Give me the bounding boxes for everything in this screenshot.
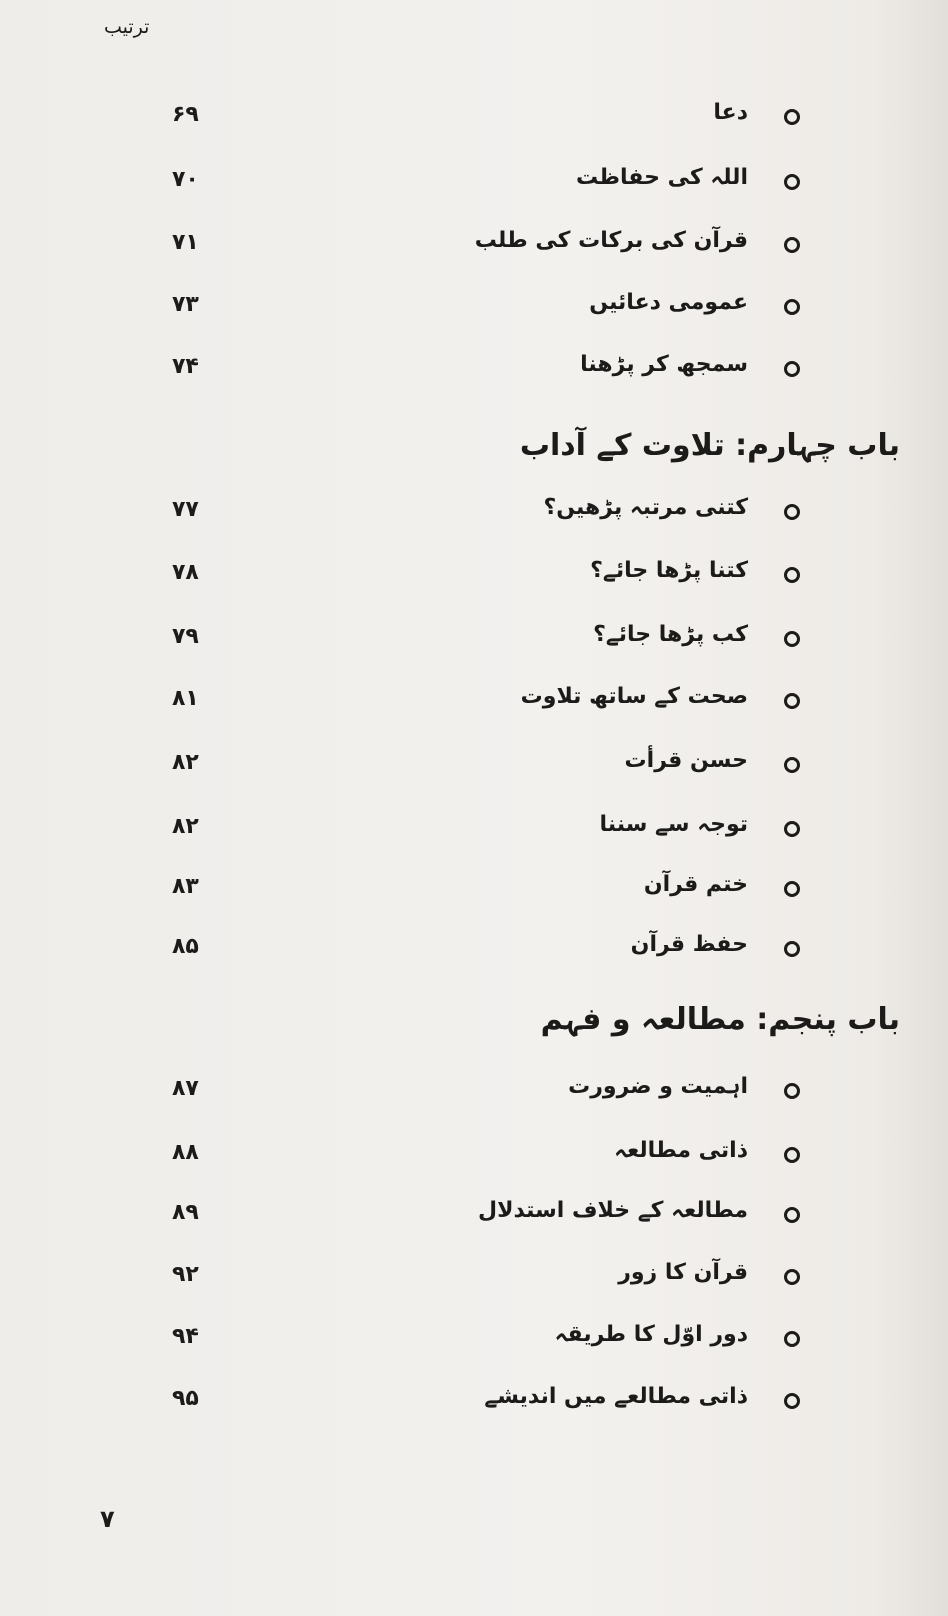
- toc-entry-title: کتنی مرتبہ پڑھیں؟: [543, 495, 748, 520]
- toc-entry-title: حسن قرأت: [624, 748, 748, 773]
- toc-entry-title: سمجھ کر پڑھنا: [580, 352, 748, 377]
- bullet-circle-icon: [784, 237, 800, 253]
- toc-entry: [0, 558, 948, 598]
- bullet-circle-icon: [784, 693, 800, 709]
- toc-entry-title: حفظ قرآن: [630, 932, 748, 957]
- bullet-circle-icon: [784, 631, 800, 647]
- toc-entry-page: ۹۵: [172, 1386, 199, 1411]
- toc-entry-page: ۷۱: [172, 230, 199, 255]
- toc-entry: [0, 622, 948, 662]
- bullet-circle-icon: [784, 299, 800, 315]
- toc-entry-page: ۸۹: [172, 1200, 199, 1225]
- bullet-circle-icon: [784, 1083, 800, 1099]
- toc-entry: [0, 290, 948, 330]
- toc-entry: [0, 684, 948, 724]
- toc-entry-page: ۷۹: [172, 624, 199, 649]
- toc-entry: [0, 165, 948, 205]
- toc-entry-title: توجہ سے سننا: [599, 812, 748, 837]
- toc-entry-title: صحت کے ساتھ تلاوت: [520, 684, 748, 709]
- toc-entry-page: ۷۸: [172, 560, 199, 585]
- bullet-circle-icon: [784, 567, 800, 583]
- toc-entry-page: ۸۲: [172, 750, 199, 775]
- bullet-circle-icon: [784, 174, 800, 190]
- toc-entry: [0, 1260, 948, 1300]
- bullet-circle-icon: [784, 1269, 800, 1285]
- toc-entry-page: ۷۴: [172, 354, 199, 379]
- toc-entry-title: قرآن کا زور: [618, 1260, 748, 1285]
- toc-entry: [0, 1198, 948, 1238]
- toc-entry-page: ۷۷: [172, 497, 199, 522]
- toc-entry-title: عمومی دعائیں: [589, 290, 748, 315]
- chapter-heading: باب پنجم: مطالعہ و فہم: [540, 1002, 900, 1037]
- toc-entry-page: ۷۳: [172, 292, 199, 317]
- bullet-circle-icon: [784, 757, 800, 773]
- bullet-circle-icon: [784, 881, 800, 897]
- toc-entry-title: کتنا پڑھا جائے؟: [590, 558, 748, 583]
- toc-entry: [0, 932, 948, 972]
- toc-entry: [0, 1384, 948, 1424]
- toc-entry-title: قرآن کی برکات کی طلب: [474, 228, 748, 253]
- bullet-circle-icon: [784, 1207, 800, 1223]
- toc-entry-page: ۸۲: [172, 814, 199, 839]
- toc-entry: [0, 352, 948, 392]
- running-head: ترتیب: [104, 16, 150, 38]
- toc-entry-page: ۷۰: [172, 167, 199, 192]
- toc-entry-page: ۸۵: [172, 934, 199, 959]
- toc-entry-page: ۸۸: [172, 1140, 199, 1165]
- toc-entry-title: دعا: [713, 100, 748, 125]
- bullet-circle-icon: [784, 504, 800, 520]
- bullet-circle-icon: [784, 1331, 800, 1347]
- toc-entry-page: ۶۹: [172, 102, 199, 127]
- chapter-heading: باب چہارم: تلاوت کے آداب: [519, 428, 900, 463]
- toc-entry-title: ذاتی مطالعہ: [614, 1138, 748, 1163]
- toc-entry-title: ختم قرآن: [643, 872, 748, 897]
- toc-entry-title: اللہ کی حفاظت: [575, 165, 748, 190]
- toc-entry: [0, 1074, 948, 1114]
- toc-entry-title: ذاتی مطالعے میں اندیشے: [484, 1384, 748, 1409]
- toc-entry-title: دور اوّل کا طریقہ: [554, 1322, 748, 1347]
- toc-entry: [0, 228, 948, 268]
- toc-entry-page: ۸۱: [172, 686, 199, 711]
- toc-entry: [0, 1322, 948, 1362]
- bullet-circle-icon: [784, 109, 800, 125]
- toc-entry-title: کب پڑھا جائے؟: [593, 622, 748, 647]
- toc-entry: [0, 100, 948, 140]
- bullet-circle-icon: [784, 941, 800, 957]
- bullet-circle-icon: [784, 821, 800, 837]
- toc-entry: [0, 495, 948, 535]
- bullet-circle-icon: [784, 1393, 800, 1409]
- toc-entry: [0, 872, 948, 912]
- toc-entry: [0, 748, 948, 788]
- toc-entry-page: ۹۲: [172, 1262, 199, 1287]
- bullet-circle-icon: [784, 361, 800, 377]
- toc-entry: [0, 812, 948, 852]
- toc-entry-title: اہمیت و ضرورت: [568, 1074, 748, 1099]
- toc-entry-page: ۹۴: [172, 1324, 199, 1349]
- toc-entry-page: ۸۷: [172, 1076, 199, 1101]
- folio-page-number: ۷: [100, 1505, 115, 1533]
- toc-entry-title: مطالعہ کے خلاف استدلال: [478, 1198, 748, 1223]
- bullet-circle-icon: [784, 1147, 800, 1163]
- toc-entry-page: ۸۳: [172, 874, 199, 899]
- toc-entry: [0, 1138, 948, 1178]
